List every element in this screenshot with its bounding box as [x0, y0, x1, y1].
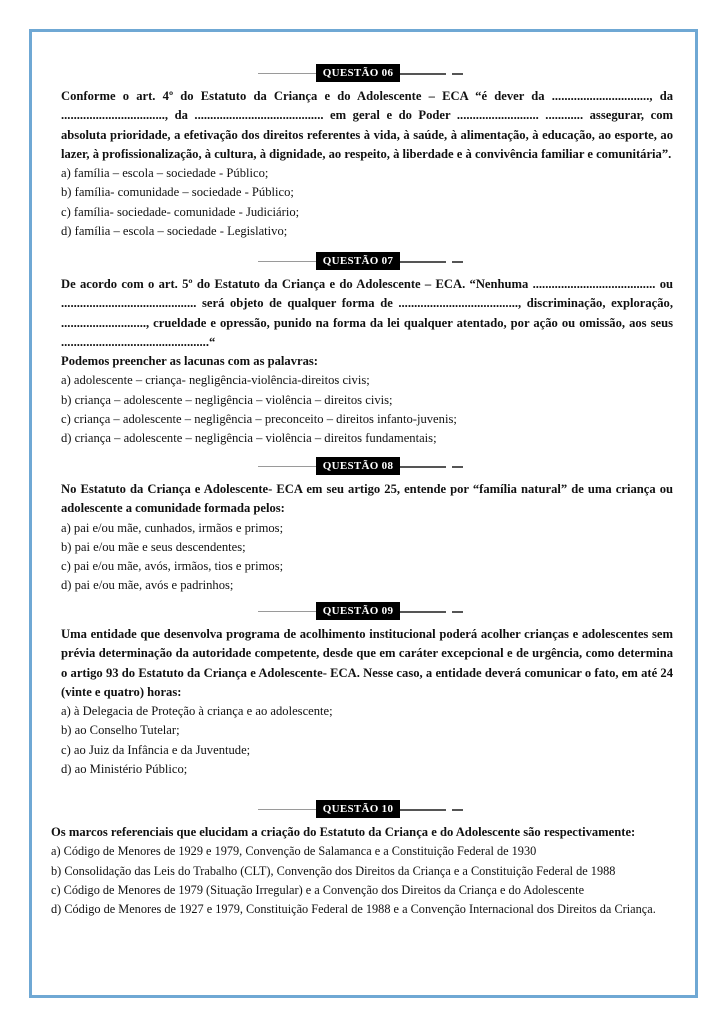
header-rule-right — [400, 73, 446, 75]
question-09 — [61, 600, 673, 779]
question-stem: De acordo com o art. 5º do Estatuto da Criança e do Adolescente – ECA. “Nenhuma ....................................... ou ........................................... será objeto de qualquer forma de ......................................, discriminação, exploração, ..........................., crueldade e opressão, punido na forma da lei qualquer atentado, por ação ou omissão, aos seus ...............................................“ — [61, 277, 673, 349]
header-rule-left — [258, 261, 316, 262]
option-a[interactable]: a) família – escola – sociedade - Público; — [61, 166, 269, 181]
question-subprompt: Podemos preencher as lacunas com as palavras: — [61, 354, 318, 369]
question-number-badge: QUESTÃO 09 — [316, 602, 400, 620]
header-rule-left — [258, 466, 316, 467]
question-stem: No Estatuto da Criança e Adolescente- ECA em seu artigo 25, entende por “família natural” de uma criança ou adolescente a comunidade formada pelos: — [61, 482, 673, 516]
option-a[interactable]: a) à Delegacia de Proteção à criança e ao adolescente; — [61, 704, 333, 719]
option-c[interactable]: c) Código de Menores de 1979 (Situação Irregular) e a Convenção dos Direitos da Criança e do Adolescente — [51, 882, 585, 897]
header-rule-left — [258, 809, 316, 810]
question-number-badge: QUESTÃO 06 — [316, 64, 400, 82]
option-d[interactable]: d) Código de Menores de 1927 e 1979, Constituição Federal de 1988 e a Convenção Internacional dos Direitos da Criança. — [51, 902, 656, 917]
option-c[interactable]: c) ao Juiz da Infância e da Juventude; — [61, 742, 251, 757]
question-number-badge: QUESTÃO 08 — [316, 457, 400, 475]
option-d[interactable]: d) pai e/ou mãe, avós e padrinhos; — [61, 578, 234, 593]
header-rule-right — [400, 261, 446, 263]
question-stem: Uma entidade que desenvolva programa de acolhimento institucional poderá acolher crianças e adolescentes sem prévia determinação da autoridade competente, desde que em caráter excepcional e de urgência, como determina o artigo 93 do Estatuto da Criança e Adolescente- ECA. Nesse caso, a entidade deverá comunicar o fato, em até 24 (vinte e quatro) horas: — [61, 627, 673, 699]
header-dash — [452, 809, 463, 811]
option-c[interactable]: c) família- sociedade- comunidade - Judiciário; — [61, 204, 300, 219]
option-d[interactable]: d) ao Ministério Público; — [61, 762, 188, 777]
header-rule-right — [400, 611, 446, 613]
question-header — [61, 600, 673, 622]
question-header — [61, 250, 673, 272]
header-dash — [452, 466, 463, 468]
option-b[interactable]: b) ao Conselho Tutelar; — [61, 723, 180, 738]
header-rule-right — [400, 466, 446, 468]
option-c[interactable]: c) pai e/ou mãe, avós, irmãos, tios e primos; — [61, 559, 284, 574]
option-b[interactable]: b) pai e/ou mãe e seus descendentes; — [61, 539, 246, 554]
header-dash — [452, 261, 463, 263]
header-dash — [452, 73, 463, 75]
question-stem: Os marcos referenciais que elucidam a criação do Estatuto da Criança e do Adolescente são respectivamente: — [51, 825, 636, 839]
header-rule-left — [258, 73, 316, 74]
question-06 — [61, 62, 673, 241]
question-header — [61, 455, 673, 477]
option-a[interactable]: a) pai e/ou mãe, cunhados, irmãos e primos; — [61, 520, 284, 535]
header-dash — [452, 611, 463, 613]
header-rule-right — [400, 809, 446, 811]
option-b[interactable]: b) Consolidação das Leis do Trabalho (CLT), Convenção dos Direitos da Criança e a Constituição Federal de 1988 — [51, 863, 616, 878]
option-d[interactable]: d) família – escola – sociedade - Legislativo; — [61, 224, 288, 239]
option-a[interactable]: a) adolescente – criança- negligência-violência-direitos civis; — [61, 373, 370, 388]
question-07 — [61, 250, 673, 449]
option-b[interactable]: b) criança – adolescente – negligência – violência – direitos civis; — [61, 392, 393, 407]
question-number-badge: QUESTÃO 10 — [316, 800, 400, 818]
option-a[interactable]: a) Código de Menores de 1929 e 1979, Convenção de Salamanca e a Constituição Federal de 1930 — [51, 844, 537, 859]
question-number-badge: QUESTÃO 07 — [316, 252, 400, 270]
question-08 — [61, 455, 673, 596]
option-b[interactable]: b) família- comunidade – sociedade - Público; — [61, 185, 294, 200]
option-d[interactable]: d) criança – adolescente – negligência – violência – direitos fundamentais; — [61, 431, 437, 446]
question-header — [61, 62, 673, 84]
question-stem: Conforme o art. 4º do Estatuto da Criança e do Adolescente – ECA “é dever da ..............................., da ................................., da ......................................... em geral e do Poder .......................... ............ assegurar, com absoluta prioridade, a efetivação dos direitos referentes à vida, à saúde, à alimentação, à educação, ao esporte, ao lazer, à profissionalização, à cultura, à dignidade, ao respeito, à liberdade e à convivência familiar e comunitária”. — [61, 89, 673, 161]
option-c[interactable]: c) criança – adolescente – negligência – preconceito – direitos infanto-juvenis; — [61, 412, 457, 427]
header-rule-left — [258, 611, 316, 612]
question-header — [61, 798, 656, 820]
question-10 — [51, 798, 656, 919]
